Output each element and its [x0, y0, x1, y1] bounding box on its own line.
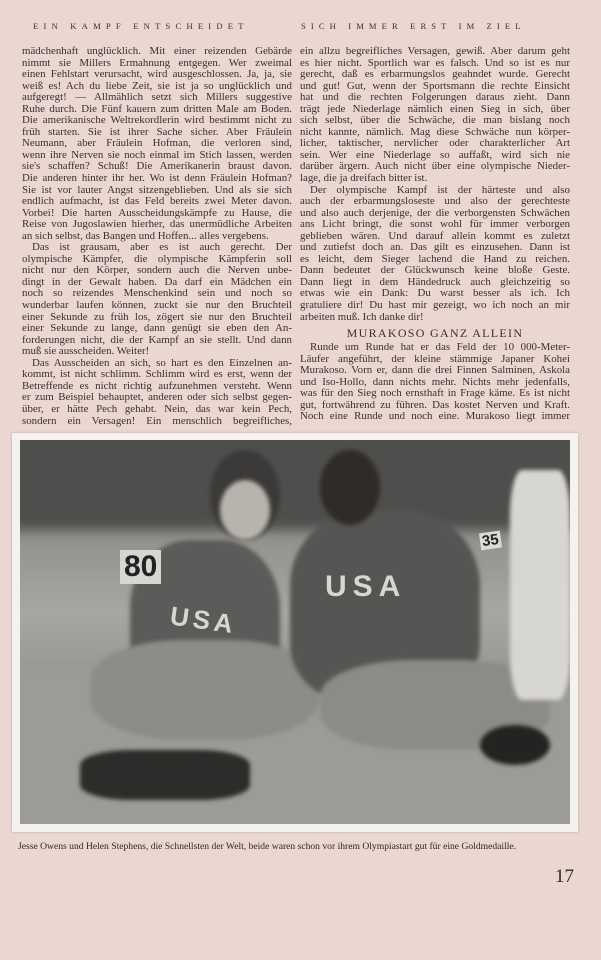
text-line: nicht kannte, nämlich. Mag diese Schwäche nun körper- — [300, 125, 570, 138]
text-line: einer Sekunde zu lange, dann genügt sie eben den An- — [22, 322, 292, 335]
crowd-background — [20, 440, 570, 530]
text-line: endlich aufmacht, ist das Feld bereits zwei Meter davon. — [22, 195, 292, 208]
text-line: wenn ihre Nerven sie noch einmal im Stich lassen, werden — [22, 148, 292, 161]
left-athlete-face — [220, 480, 270, 540]
text-line: ans Licht bringt, die sonst wohl für immer verborgen — [300, 218, 570, 231]
text-line: über, er hätte Pech gehabt. Nein, das war kein Pech, — [22, 402, 292, 415]
right-text-column — [300, 46, 570, 423]
text-line: Murakoso. Vorn er, dann die drei Finnen Salminen, Askola — [300, 364, 570, 377]
running-head-left: EIN KAMPF ENTSCHEIDET — [33, 21, 249, 31]
text-line: Vorbei! Die harten Ausscheidungskämpfe zu Hause, die — [22, 206, 292, 219]
bib-number-35: 35 — [480, 530, 500, 551]
text-line: trägt jede Niederlage nämlich einen Sieg in sich, über — [300, 102, 570, 115]
text-line: dingt in der Gewalt haben. Da darf ein Mädchen ein — [22, 275, 292, 288]
page-number: 17 — [555, 866, 574, 887]
text-line: es leicht, dem Sieger lachend die Hand zu reichen. — [300, 252, 570, 265]
text-line: wunderbar laufen können, zuckt sie nur den Bruchteil — [22, 299, 292, 312]
text-line: Neumann, aber Fräulein Hofman, die verloren sind, — [22, 137, 292, 150]
text-line: nicht nur den Körper, sondern auch die Nerven unbe- — [22, 264, 292, 277]
text-line: sie's schaffen? Schuß! Die Amerikanerin braust davon. — [22, 160, 292, 173]
left-text-column — [22, 46, 292, 427]
text-line: Betreffende es nicht richtig aufzunehmen versteht. Wenn — [22, 379, 292, 392]
text-line: ein allzu begreifliches Versagen, gewiß. Aber darum geht — [300, 45, 570, 57]
text-line: Runde um Runde hat er das Feld der 10 000-Meter- — [310, 341, 570, 354]
text-line: gratuliere dir! Du hast mir gezeigt, wo ich noch an mir — [300, 299, 570, 312]
text-line: forderungen nicht, die der Kampf an sie stellt. Und dann — [22, 333, 292, 346]
background-athlete — [510, 470, 570, 700]
jersey-text-right: USA — [325, 570, 407, 603]
text-line: aufgeregt! — Allmählich setzt sich Millers suggestive — [22, 91, 292, 104]
text-line: Sie ist vor lauter Angst sitzengeblieben. Und als sie sich — [22, 183, 292, 196]
text-line: einen Fehlstart verursacht, wird ausgeschlossen. Ja, ja, sie — [22, 68, 292, 81]
text-line: Dann liegt in dem Händedruck auch gleichzeitig so — [300, 275, 570, 288]
text-line: er zum Beispiel behauptet, anderen oder sich selbst gegen- — [22, 391, 292, 404]
text-line: früh starten. Sie ist ihrer Sache sicher. Aber Fräulein — [22, 125, 292, 138]
text-line: gerecht, daß es erbarmungslos geahndet wurde. Gerecht — [300, 68, 570, 81]
text-line: Läufer angeführt, der kleine stämmige Japaner Kohei — [300, 352, 570, 365]
text-line: nimmt sie Millers Ermahnung entgegen. Wer zweimal — [22, 56, 292, 69]
section-heading: MURAKOSO GANZ ALLEIN — [346, 326, 524, 341]
running-head-right: SICH IMMER ERST IM ZIEL — [301, 21, 526, 31]
text-line: Die anderen hinter ihr her. Wo ist denn Fräulein Hofman? — [22, 172, 292, 185]
text-line: licher, taktischer, nervlicher oder charakterlicher Art — [300, 137, 570, 150]
left-athlete-shoes — [80, 750, 250, 800]
right-athlete-head — [320, 450, 380, 525]
bib-number-80: 80 — [120, 550, 161, 584]
text-line: Noch eine Runde und noch eine. Murakoso liegt immer — [300, 410, 570, 423]
text-line: mädchenhaft unglücklich. Mit einer reizenden Gebärde — [22, 45, 292, 57]
text-line: Das Ausscheiden an sich, so hart es den Einzelnen an- — [32, 356, 292, 369]
text-line: kommt, ist nicht schlimm. Schlimm wird es erst, wenn der — [22, 368, 292, 381]
text-line: und also auch derjenige, der die verborgensten Schwächen — [300, 206, 570, 219]
text-line: arbeiten muß. Ich danke dir! — [300, 310, 424, 323]
text-line: einer Sekunde zu früh los, zögert sie nur den Bruchteil — [22, 310, 292, 323]
jersey-text-left: USA — [168, 600, 239, 640]
text-line: noch so reizendes Menschenkind sein und noch so — [22, 287, 292, 300]
text-line: und zutiefst doch an. Das gilt es einzusehen. Dann ist — [300, 241, 570, 254]
text-line: Der olympische Kampf ist der härteste und also — [310, 183, 570, 196]
text-line: Reise von Jugoslawien hierher, das unermüdliche Arbeiten — [22, 218, 292, 231]
text-line: was für den Sieg noch ernsthaft in Frage käme. Es ist nicht — [300, 387, 570, 400]
text-line: Das ist grausam, aber es ist auch gerecht. Der — [32, 241, 292, 254]
text-line: weiß es! Ach du liebe Zeit, sie ist ja so unglücklich und — [22, 79, 292, 92]
text-line: geblieben wären. Und darauf allein kommt es zuletzt — [300, 229, 570, 242]
photo-frame — [12, 433, 578, 832]
text-line: es hier nicht. Sportlich war es falsch. Und so ist es nur — [300, 56, 570, 69]
text-line: sich selbst, über die Schwäche, die man bislang noch — [300, 114, 570, 127]
photograph-owens-stephens — [20, 440, 570, 824]
right-athlete-shoes — [480, 725, 550, 765]
text-line: an sich selbst, das Bangen und Hoffen... alles vergebens. — [22, 229, 269, 242]
text-line: darüber ärgern. Auch nicht über eine olympische Nieder- — [300, 160, 570, 173]
text-line: gut, fortwährend zu führen. Das kostet Nerven und Kraft. — [300, 398, 570, 411]
text-line: etwas wie ein Dank: Du warst besser als ich. Ich — [300, 287, 570, 300]
text-line: und Iso-Hollo, dann nichts mehr. Nichts mehr jedenfalls, — [300, 375, 570, 388]
text-line: olympische Kämpfer, die olympische Kämpferin soll — [22, 252, 292, 265]
text-line: auch der erbarmungsloseste und also der gerechteste — [300, 195, 570, 208]
text-line: muß sie ausscheiden. Weiter! — [22, 345, 150, 358]
text-line: Ruhe durch. Die Fünf kauern zum dritten Male am Boden. — [22, 102, 292, 115]
text-line: sondern ein Versagen! Ein menschlich begreifliches, — [22, 414, 292, 427]
left-athlete-legs — [90, 640, 320, 740]
text-line: lage, die ja dreifach bitter ist. — [300, 172, 428, 185]
photo-caption: Jesse Owens und Helen Stephens, die Schnellsten der Welt, beide waren schon vor ihrem Olympiastart gut für eine Goldmedaille. — [18, 841, 517, 852]
text-line: hat und die rechten Folgerungen daraus zieht. Dann — [300, 91, 570, 104]
text-line: Dann bedeutet der Glückwunsch keine bloße Geste. — [300, 264, 570, 277]
text-line: sein. Wer eine Niederlage so auffaßt, wird sich nie — [300, 148, 570, 161]
text-line: Die amerikanische Weltrekordlerin wird bestimmt nicht zu — [22, 114, 292, 127]
text-line: und gut! Gut, wenn der Sportsmann die rechte Einsicht — [300, 79, 570, 92]
